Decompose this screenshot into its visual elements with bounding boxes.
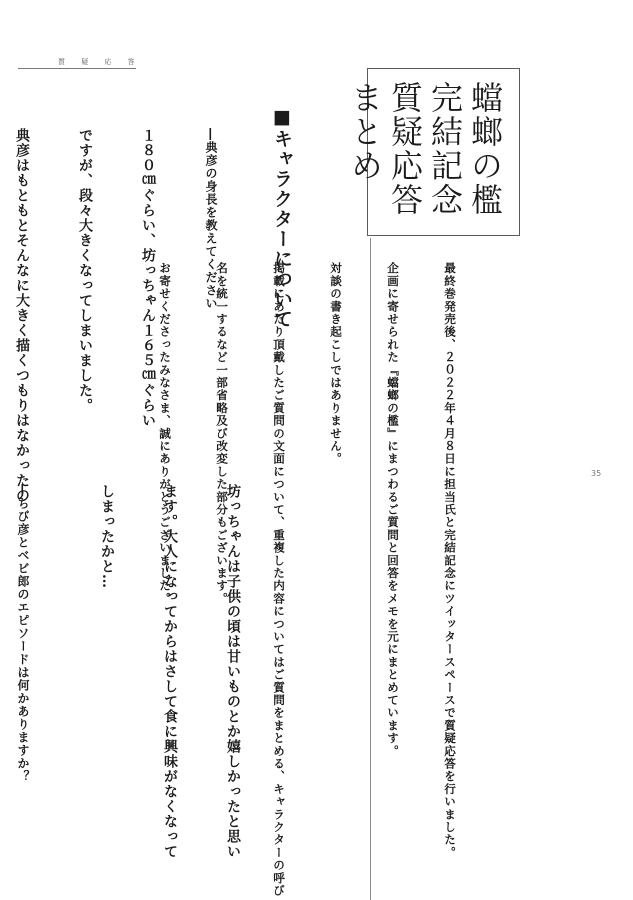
qa-column-top xyxy=(0,128,263,503)
answer-line: しまったかと… xyxy=(99,484,115,589)
section-title: ■キャラクターについて xyxy=(271,106,293,329)
answer-line: ます。大人になってからはさして食に興味がなくなって xyxy=(162,484,178,859)
running-header: 質 疑 応 答 xyxy=(58,58,142,66)
question-line: ―典彦の身長を教えてください xyxy=(204,128,218,310)
answer-line: １８０㎝ぐらい、坊っちゃん１６５㎝ぐらい xyxy=(140,128,156,428)
page-title: 蟷螂の檻 完結記念 質疑応答 まとめ xyxy=(346,81,504,217)
answer-line: ですが、段々大きくなってしまいました。 xyxy=(77,128,93,413)
title-box xyxy=(346,68,520,236)
answer-line: 典彦はもともとそんなに大きく描くつもりはなかったの xyxy=(14,128,30,503)
intro-line: 企画に寄せられた『蟷螂の檻』にまつわるご質問と回答をメモを元にまとめています。 xyxy=(386,262,400,758)
page-number: 35 xyxy=(591,469,602,478)
intro-line: 対談の書き起こしではありません。 xyxy=(329,262,343,466)
question-line: ―ちび彦とベビ郎のエピソードは何かありますか？ xyxy=(16,484,30,783)
intro-line: 名を統一するなど一部省略及び改変した部分もございます。 xyxy=(215,262,229,605)
qa-column-bottom xyxy=(0,484,285,874)
answer-line: 坊っちゃんは子供の頃は甘いものとか嬉しかったと思い xyxy=(225,484,241,859)
intro-line: 最終巻発売後、２０２２年４月８日に担当氏と完結記念にツイッタースペースで質疑応答を行いました。 xyxy=(443,262,457,859)
intro-line: 掲載にあたり頂戴したご質問の文面について、重複した内容についてはご質問をまとめる、キャラクターの呼び xyxy=(272,262,286,897)
header-rule xyxy=(18,68,136,69)
intro-line: お寄せくださったみなさま、誠にありがとうございました。 xyxy=(158,262,172,605)
